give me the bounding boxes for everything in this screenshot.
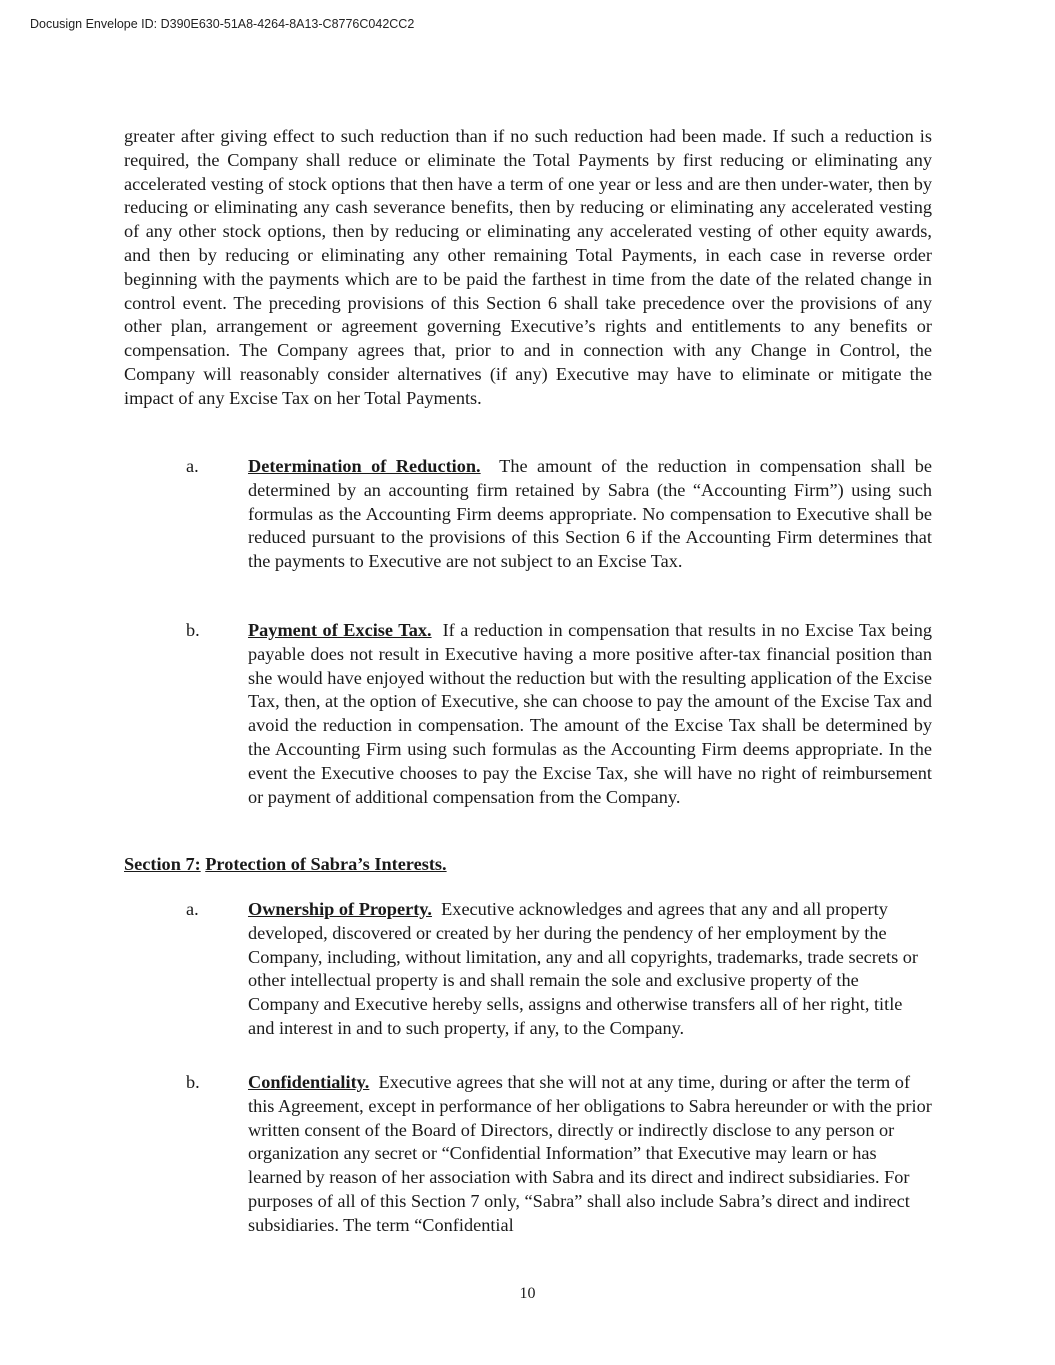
list-item-section7-b bbox=[124, 1071, 932, 1238]
item-heading: Determination of Reduction. bbox=[248, 456, 481, 476]
list-item-section6-a bbox=[124, 455, 932, 574]
section-7-heading bbox=[124, 853, 447, 877]
section-7-title: Protection of Sabra’s Interests. bbox=[205, 854, 447, 874]
list-item-section7-a bbox=[124, 898, 932, 1041]
item-letter: b. bbox=[186, 620, 200, 640]
item-text: Executive agrees that she will not at any time, during or after the term of this Agreement, except in performance of her obligations to Sabra hereunder or with the prior written consent of the Board of Directors, directly or indirectly disclose to any person or organization any secret or “Confidential Information” that Executive may learn or has learned by reason of her association with Sabra and its direct and indirect subsidiaries. For purposes of all of this Section 7 only, “Sabra” shall also include Sabra’s direct and indirect subsidiaries. The term “Confidential bbox=[248, 1072, 932, 1235]
item-letter: a. bbox=[186, 456, 199, 476]
intro-paragraph: greater after giving effect to such reduction than if no such reduction had been made. If such a reduction is required, the Company shall reduce or eliminate the Total Payments by first reducing or eliminating any accelerated vesting of stock options that then have a term of one year or less and are then under-water, then by reducing or eliminating any cash severance benefits, then by reducing or eliminating any accelerated vesting of any other stock options, then by reducing or eliminating any accelerated vesting of other equity awards, and then by reducing or eliminating any other remaining Total Payments, in each case in reverse order beginning with the payments which are to be paid the farthest in time from the date of the related change in control event. The preceding provisions of this Section 6 shall take precedence over the provisions of any other plan, arrangement or agreement governing Executive’s rights and entitlements to any benefits or compensation. The Company agrees that, prior to and in connection with any Change in Control, the Company will reasonably consider alternatives (if any) Executive may have to eliminate or mitigate the impact of any Excise Tax on her Total Payments. bbox=[124, 126, 932, 408]
docusign-envelope-id: Docusign Envelope ID: D390E630-51A8-4264-8A13-C8776C042CC2 bbox=[30, 17, 415, 31]
item-text: The amount of the reduction in compensation shall be determined by an accounting firm retained by Sabra (the “Accounting Firm”) using such formulas as the Accounting Firm deems appropriate. No compensation to Executive shall be reduced pursuant to the provisions of this Section 6 if the Accounting Firm determines that the payments to Executive are not subject to an Excise Tax. bbox=[248, 456, 932, 572]
item-heading: Confidentiality. bbox=[248, 1072, 370, 1092]
item-text: Executive acknowledges and agrees that any and all property developed, discovered or created by her during the pendency of her employment by the Company, including, without limitation, any and all copyrights, trademarks, trade secrets or other intellectual property is and shall remain the sole and exclusive property of the Company and Executive hereby sells, assigns and otherwise transfers all of her right, title and interest in and to such property, if any, to the Company. bbox=[248, 899, 918, 1038]
item-heading: Payment of Excise Tax. bbox=[248, 620, 432, 640]
list-item-section6-b bbox=[124, 619, 932, 809]
item-heading: Ownership of Property. bbox=[248, 899, 432, 919]
page-number: 10 bbox=[519, 1285, 536, 1302]
section-7-label: Section 7: bbox=[124, 854, 201, 874]
item-letter: b. bbox=[186, 1072, 200, 1092]
item-letter: a. bbox=[186, 899, 199, 919]
item-text: If a reduction in compensation that results in no Excise Tax being payable does not result in Executive having a more positive after-tax financial position than she would have enjoyed without the reduction but with the resulting application of the Excise Tax, then, at the option of Executive, she can choose to pay the amount of the Excise Tax and avoid the reduction in compensation. The amount of the Excise Tax shall be determined by the Accounting Firm using such formulas as the Accounting Firm deems appropriate. In the event the Executive chooses to pay the Excise Tax, she will have no right of reimbursement or payment of additional compensation from the Company. bbox=[248, 620, 933, 807]
